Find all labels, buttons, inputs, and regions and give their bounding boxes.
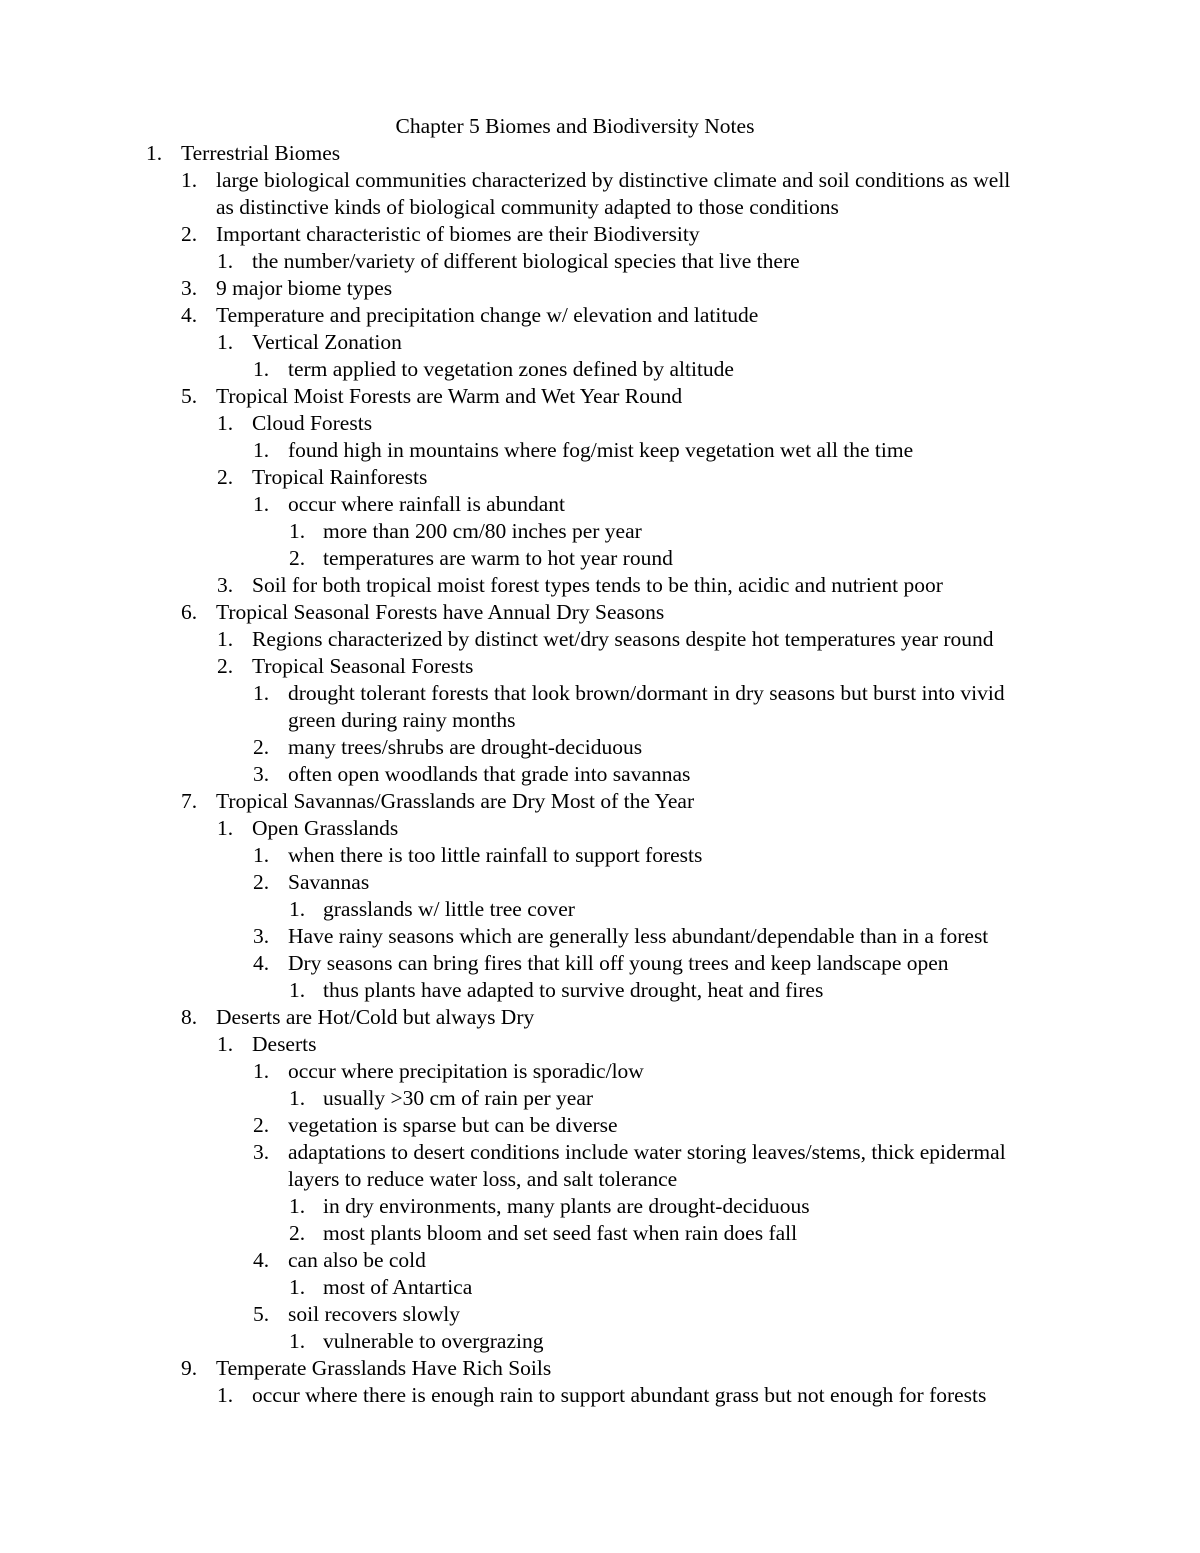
outline-item-text: Deserts are Hot/Cold but always Dry <box>216 1005 535 1029</box>
outline-item-number: 2. <box>253 735 270 759</box>
outline-item-number: 1. <box>253 681 270 705</box>
outline-item-text: Regions characterized by distinct wet/dry seasons despite hot temperatures year round <box>252 627 994 651</box>
outline-item <box>0 572 1200 599</box>
outline-item <box>0 275 1200 302</box>
outline-item <box>0 464 1200 491</box>
outline-item-text: found high in mountains where fog/mist keep vegetation wet all the time <box>288 438 914 462</box>
outline-item <box>0 410 1200 437</box>
outline-item <box>0 1139 1200 1166</box>
outline-item <box>0 1220 1200 1247</box>
outline-item-text: Dry seasons can bring fires that kill off young trees and keep landscape open <box>288 951 949 975</box>
outline-item-number: 1. <box>217 411 234 435</box>
outline-item-text: when there is too little rainfall to support forests <box>288 843 703 867</box>
outline-item-number: 1. <box>289 1329 306 1353</box>
outline-item <box>0 329 1200 356</box>
outline-item <box>0 1112 1200 1139</box>
outline-item-number: 4. <box>253 951 270 975</box>
outline-item-number: 1. <box>289 1275 306 1299</box>
outline-item-number: 2. <box>181 222 198 246</box>
outline-item-text: Temperature and precipitation change w/ elevation and latitude <box>216 303 759 327</box>
outline-item <box>0 437 1200 464</box>
outline-item <box>0 653 1200 680</box>
outline-item-number: 3. <box>253 1140 270 1164</box>
outline-item-number: 3. <box>181 276 198 300</box>
outline-item-number: 1. <box>217 1383 234 1407</box>
outline-item <box>0 1166 1200 1193</box>
outline-item-text: vegetation is sparse but can be diverse <box>288 1113 618 1137</box>
outline-item <box>0 842 1200 869</box>
outline-item-text: occur where precipitation is sporadic/low <box>288 1059 644 1083</box>
outline-item-text: Important characteristic of biomes are their Biodiversity <box>216 222 700 246</box>
outline-item <box>0 356 1200 383</box>
outline-item-text: Vertical Zonation <box>252 330 402 354</box>
outline-item <box>0 680 1200 707</box>
outline-item-number: 1. <box>217 330 234 354</box>
outline-item-number: 3. <box>253 924 270 948</box>
outline-item-number: 1. <box>289 519 306 543</box>
outline-item <box>0 1247 1200 1274</box>
outline-item <box>0 599 1200 626</box>
outline-item-number: 4. <box>253 1248 270 1272</box>
outline-item-number: 1. <box>217 249 234 273</box>
outline-item-text: more than 200 cm/80 inches per year <box>323 519 642 543</box>
outline-item-text: most of Antartica <box>323 1275 473 1299</box>
outline-item <box>0 977 1200 1004</box>
outline-item-number: 9. <box>181 1356 198 1380</box>
outline-item-text: vulnerable to overgrazing <box>323 1329 544 1353</box>
outline-item <box>0 869 1200 896</box>
outline-item-text: Soil for both tropical moist forest types tends to be thin, acidic and nutrient poor <box>252 573 943 597</box>
outline-item <box>0 248 1200 275</box>
outline-item-number: 6. <box>181 600 198 624</box>
outline-item-number: 1. <box>289 1086 306 1110</box>
outline-item <box>0 302 1200 329</box>
outline-item-text: large biological communities characterized by distinctive climate and soil conditions as well <box>216 168 1011 192</box>
outline-item-text: can also be cold <box>288 1248 426 1272</box>
outline-item <box>0 1193 1200 1220</box>
outline-item-text: green during rainy months <box>288 708 516 732</box>
outline-item-text: term applied to vegetation zones defined by altitude <box>288 357 734 381</box>
outline-item-text: often open woodlands that grade into savannas <box>288 762 691 786</box>
outline-item-number: 3. <box>217 573 234 597</box>
outline-item-number: 1. <box>217 816 234 840</box>
outline-item-text: Have rainy seasons which are generally less abundant/dependable than in a forest <box>288 924 989 948</box>
outline-item-text: occur where there is enough rain to support abundant grass but not enough for forests <box>252 1383 987 1407</box>
outline-item <box>0 383 1200 410</box>
document-title: Chapter 5 Biomes and Biodiversity Notes <box>395 114 755 138</box>
outline-item-number: 1. <box>253 357 270 381</box>
outline-item-text: adaptations to desert conditions include water storing leaves/stems, thick epidermal <box>288 1140 1006 1164</box>
outline-item <box>0 1058 1200 1085</box>
outline-item <box>0 167 1200 194</box>
outline-item <box>0 1382 1200 1409</box>
outline-item-number: 2. <box>253 870 270 894</box>
outline-item-text: temperatures are warm to hot year round <box>323 546 673 570</box>
outline-item <box>0 545 1200 572</box>
outline-item <box>0 950 1200 977</box>
outline-item-text: occur where rainfall is abundant <box>288 492 565 516</box>
outline-item-text: most plants bloom and set seed fast when rain does fall <box>323 1221 798 1245</box>
outline-item-text: in dry environments, many plants are drought-deciduous <box>323 1194 810 1218</box>
outline-item-number: 1. <box>253 492 270 516</box>
outline-item-number: 8. <box>181 1005 198 1029</box>
outline-item-text: the number/variety of different biological species that live there <box>252 249 800 273</box>
outline-item <box>0 626 1200 653</box>
outline-item-number: 5. <box>181 384 198 408</box>
outline-item <box>0 1085 1200 1112</box>
outline-item-text: as distinctive kinds of biological community adapted to those conditions <box>216 195 839 219</box>
outline-item <box>0 923 1200 950</box>
outline-item-text: layers to reduce water loss, and salt tolerance <box>288 1167 678 1191</box>
outline-item-text: 9 major biome types <box>216 276 393 300</box>
outline-item-number: 3. <box>253 762 270 786</box>
outline-item-number: 1. <box>289 1194 306 1218</box>
outline-item <box>0 1355 1200 1382</box>
outline-item-text: Deserts <box>252 1032 317 1056</box>
outline-item-number: 2. <box>217 654 234 678</box>
outline-item-number: 2. <box>253 1113 270 1137</box>
outline-item-number: 1. <box>146 141 163 165</box>
outline-item-text: Tropical Seasonal Forests <box>252 654 474 678</box>
outline-item-text: thus plants have adapted to survive drought, heat and fires <box>323 978 824 1002</box>
outline-item-number: 1. <box>253 843 270 867</box>
outline-list <box>0 140 1200 1409</box>
outline-item-number: 1. <box>289 897 306 921</box>
outline-item-text: grasslands w/ little tree cover <box>323 897 575 921</box>
outline-item-text: Tropical Seasonal Forests have Annual Dry Seasons <box>216 600 665 624</box>
outline-item-number: 1. <box>217 627 234 651</box>
outline-item <box>0 140 1200 167</box>
outline-item-text: Temperate Grasslands Have Rich Soils <box>216 1356 552 1380</box>
outline-item <box>0 896 1200 923</box>
outline-item-text: Tropical Rainforests <box>252 465 428 489</box>
outline-item <box>0 518 1200 545</box>
outline-item <box>0 1004 1200 1031</box>
outline-item-text: Savannas <box>288 870 370 894</box>
outline-item <box>0 1031 1200 1058</box>
outline-item-number: 4. <box>181 303 198 327</box>
outline-item <box>0 788 1200 815</box>
outline-item <box>0 1328 1200 1355</box>
outline-item-number: 2. <box>217 465 234 489</box>
outline-item-text: Terrestrial Biomes <box>181 141 341 165</box>
outline-item-number: 1. <box>289 978 306 1002</box>
outline-item-text: usually >30 cm of rain per year <box>323 1086 594 1110</box>
outline-item-text: Tropical Savannas/Grasslands are Dry Most of the Year <box>216 789 695 813</box>
outline-item <box>0 707 1200 734</box>
outline-item-text: Open Grasslands <box>252 816 399 840</box>
outline-item <box>0 734 1200 761</box>
outline-item-text: drought tolerant forests that look brown/dormant in dry seasons but burst into vivid <box>288 681 1005 705</box>
outline-item <box>0 1301 1200 1328</box>
outline-item-number: 1. <box>217 1032 234 1056</box>
outline-item <box>0 221 1200 248</box>
outline-item-text: many trees/shrubs are drought-deciduous <box>288 735 643 759</box>
outline-item-text: soil recovers slowly <box>288 1302 460 1326</box>
outline-item-number: 1. <box>253 1059 270 1083</box>
outline-item <box>0 815 1200 842</box>
outline-item-number: 2. <box>289 546 306 570</box>
outline-item-text: Tropical Moist Forests are Warm and Wet Year Round <box>216 384 683 408</box>
outline-item-number: 2. <box>289 1221 306 1245</box>
outline-item <box>0 1274 1200 1301</box>
outline-item <box>0 491 1200 518</box>
outline-item <box>0 761 1200 788</box>
outline-item-number: 5. <box>253 1302 270 1326</box>
outline-item-text: Cloud Forests <box>252 411 373 435</box>
outline-item-number: 1. <box>181 168 198 192</box>
outline-item-number: 1. <box>253 438 270 462</box>
outline-item <box>0 194 1200 221</box>
outline-item-number: 7. <box>181 789 198 813</box>
